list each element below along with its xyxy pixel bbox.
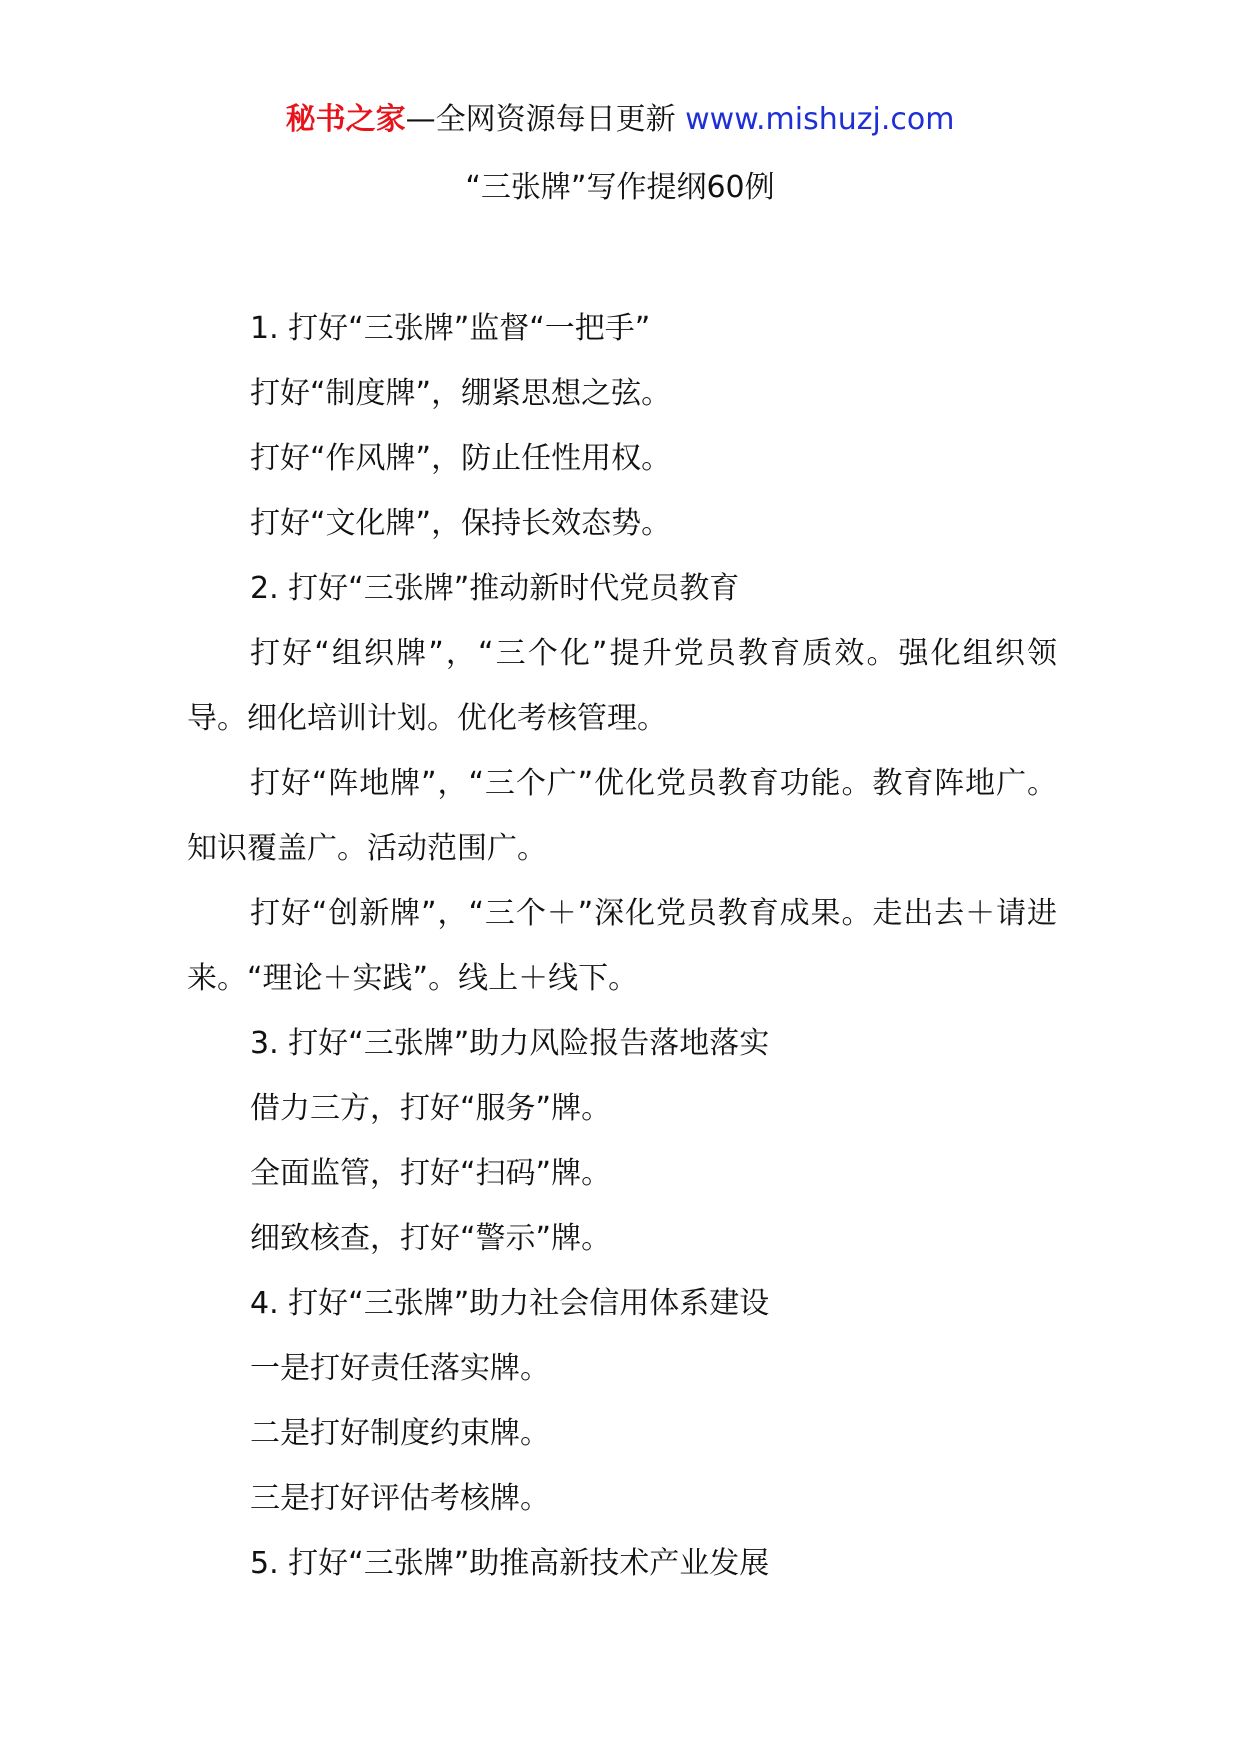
paragraph: 二是打好制度约束牌。: [250, 1416, 550, 1451]
paragraph: 细致核查，打好“警示”牌。: [250, 1221, 612, 1256]
paragraph: 借力三方，打好“服务”牌。: [250, 1091, 612, 1126]
paragraph: 一是打好责任落实牌。: [250, 1351, 550, 1386]
site-brand: 秘书之家: [285, 102, 406, 137]
paragraph: 打好“阵地牌”，“三个广”优化党员教育功能。教育阵地广。知识覆盖广。活动范围广。: [187, 766, 1057, 866]
document-title: “三张牌”写作提纲60例: [465, 170, 775, 205]
paragraph: 5. 打好“三张牌”助推高新技术产业发展: [250, 1546, 770, 1581]
paragraph: 打好“作风牌”，防止任性用权。: [250, 441, 672, 476]
paragraph: 三是打好评估考核牌。: [250, 1481, 550, 1516]
paragraph: 3. 打好“三张牌”助力风险报告落地落实: [250, 1026, 770, 1061]
document-body: [187, 296, 1057, 1596]
paragraph: 打好“文化牌”，保持长效态势。: [250, 506, 672, 541]
paragraph: 全面监管，打好“扫码”牌。: [250, 1156, 612, 1191]
site-url-link[interactable]: www.mishuzj.com: [685, 102, 955, 137]
site-header: [0, 100, 1240, 140]
paragraph: 打好“创新牌”，“三个＋”深化党员教育成果。走出去＋请进来。“理论＋实践”。线上＋线下。: [187, 896, 1057, 996]
paragraph: 2. 打好“三张牌”推动新时代党员教育: [250, 571, 740, 606]
paragraph: 1. 打好“三张牌”监督“一把手”: [250, 311, 651, 346]
paragraph: 4. 打好“三张牌”助力社会信用体系建设: [250, 1286, 770, 1321]
site-tagline: —全网资源每日更新: [405, 102, 686, 137]
paragraph: 打好“组织牌”，“三个化”提升党员教育质效。强化组织领导。细化培训计划。优化考核管理。: [187, 636, 1057, 736]
paragraph: 打好“制度牌”，绷紧思想之弦。: [250, 376, 672, 411]
